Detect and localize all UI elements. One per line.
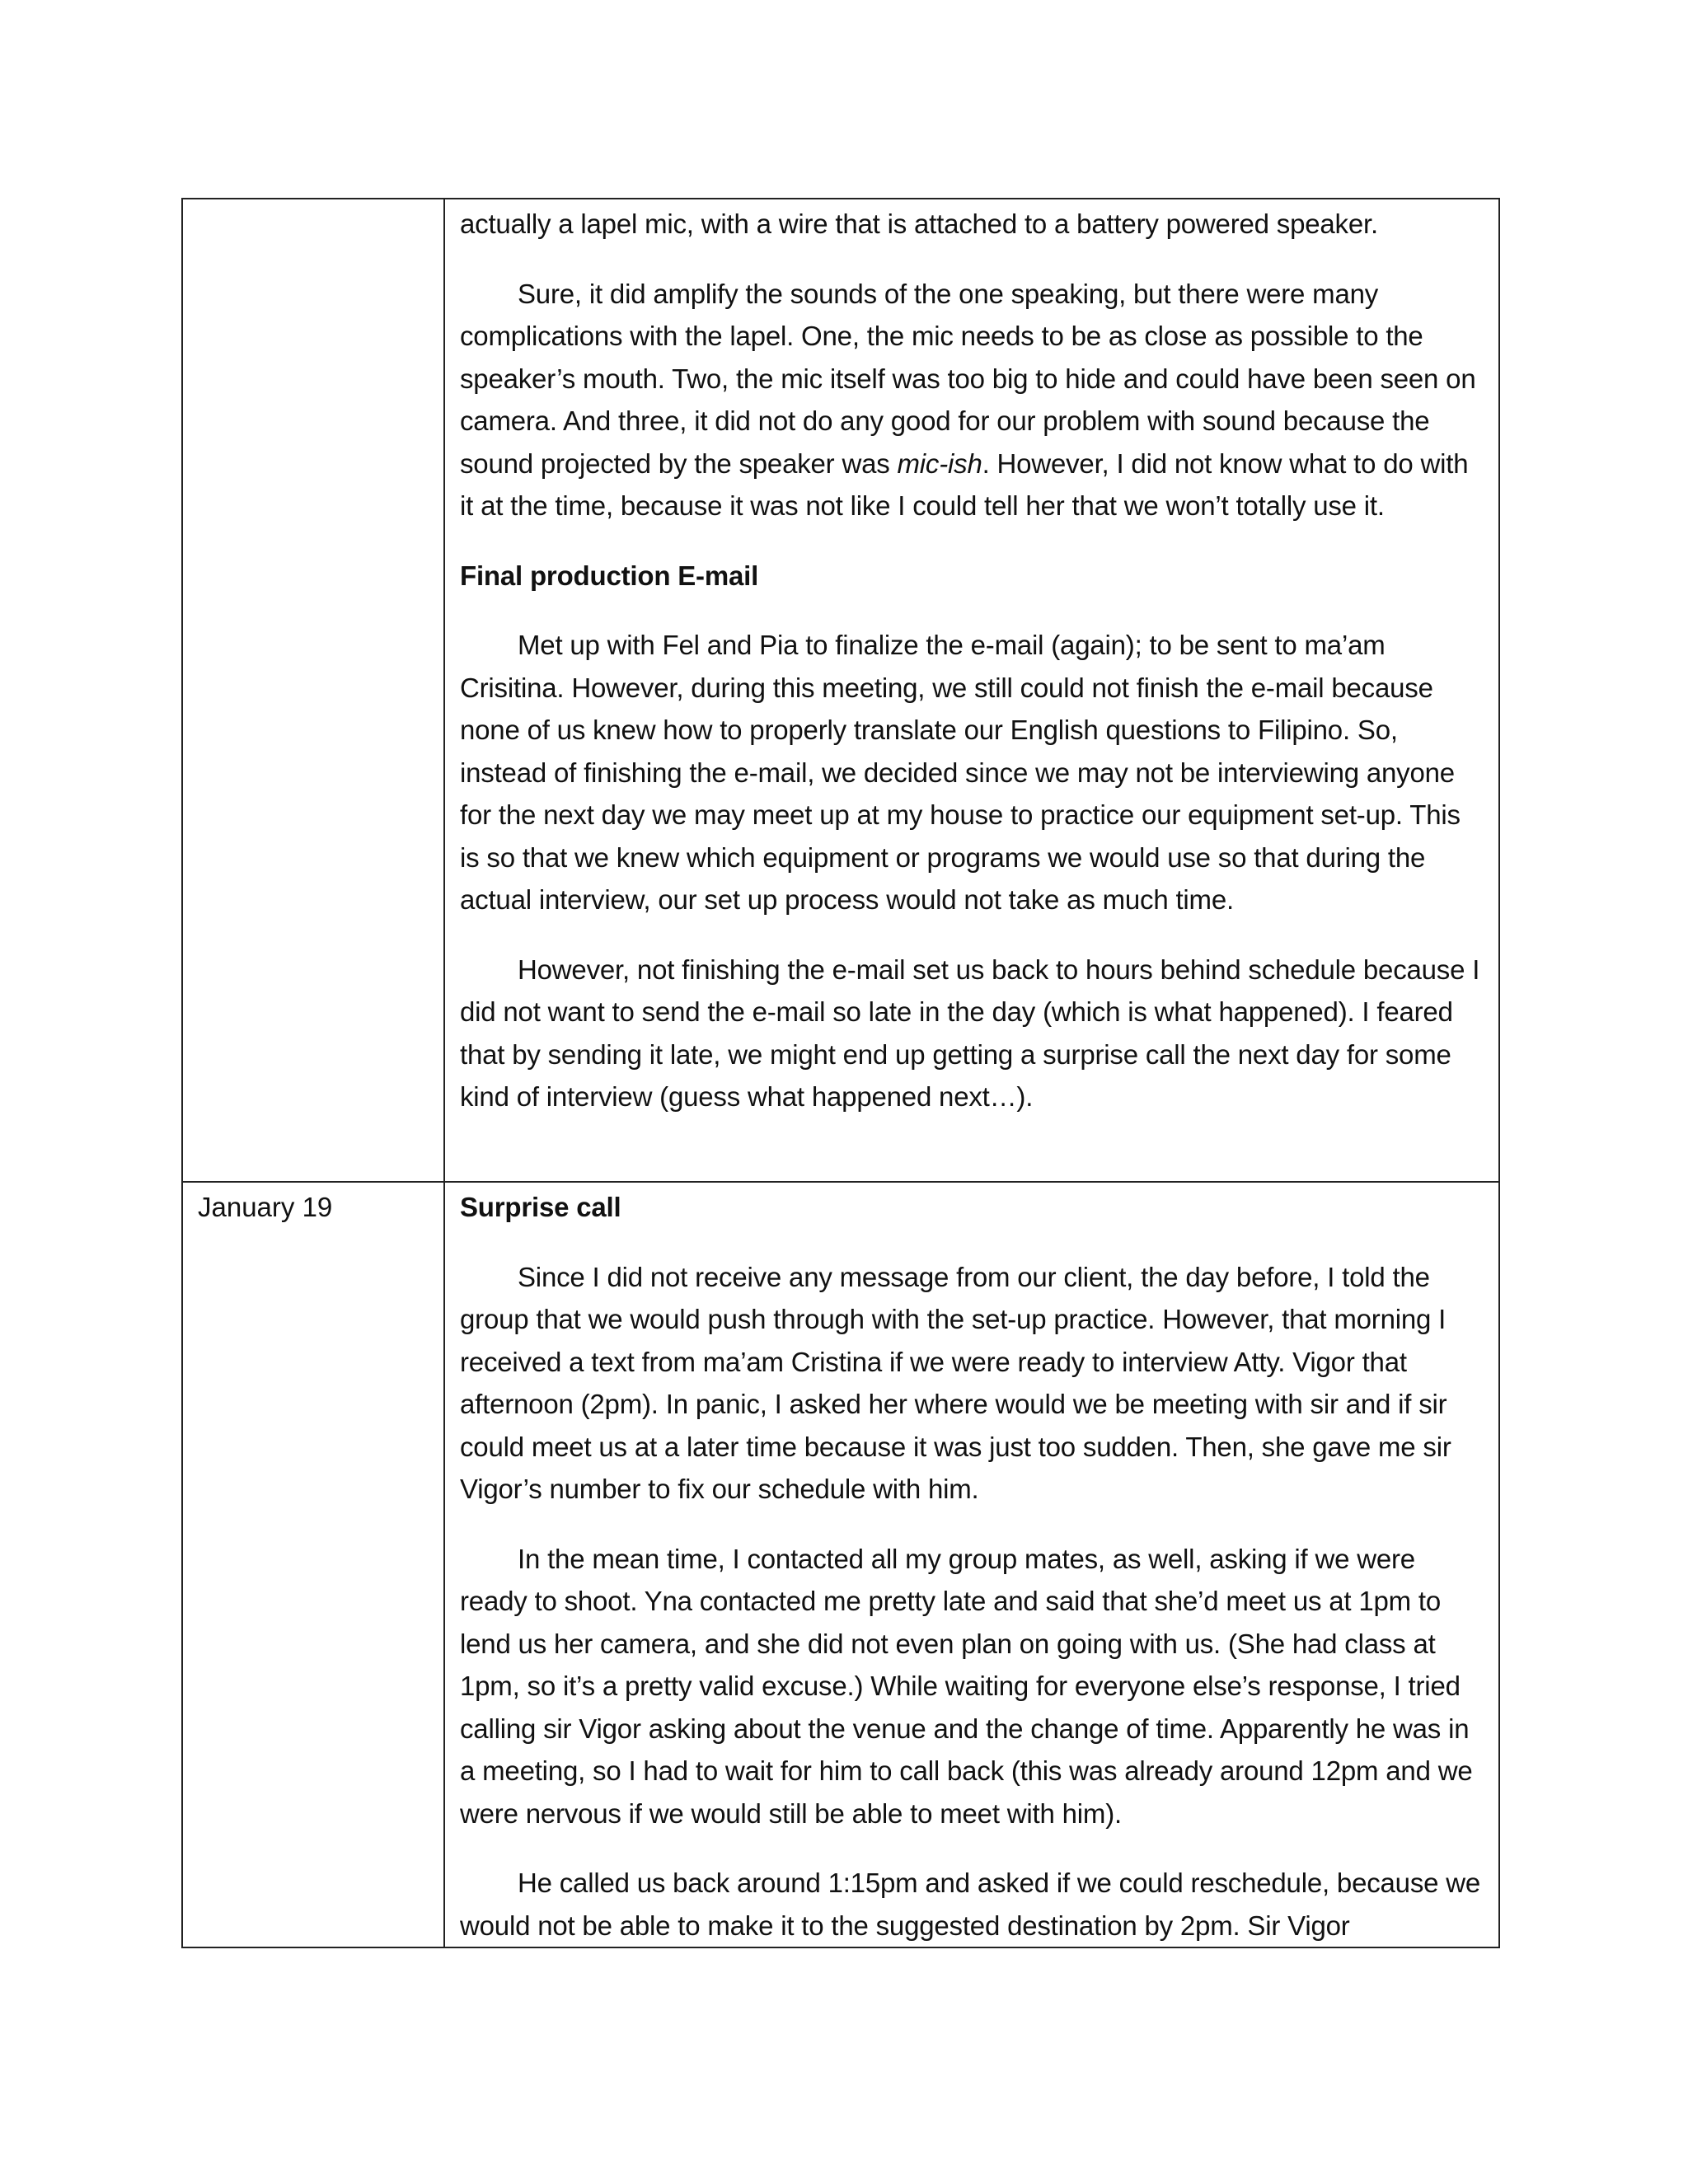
- paragraph-text: Sure, it did amplify the sounds of the one speaking, but there were many complications with the lapel. One, the mic needs to be as close as possible to the speaker’s mouth. Two, the mic itself was too big to hide and could have been seen on camera. And three, it did not do any good for our problem with sound because the sound projected by the speaker was: [460, 278, 1476, 479]
- italic-term: mic-ish: [897, 448, 982, 479]
- paragraph: actually a lapel mic, with a wire that is attached to a battery powered speaker.: [460, 209, 1378, 239]
- table-row: [182, 199, 1499, 1182]
- paragraph: Since I did not receive any message from our client, the day before, I told the group that we would push through with the set-up practice. However, that morning I received a text from ma’am Cristina if we were ready to interview Atty. Vigor that afternoon (2pm). In panic, I asked her where would we be meeting with sir and if sir could meet us at a later time because it was just too sudden. Then, she gave me sir Vigor’s number to fix our schedule with him.: [460, 1261, 1451, 1504]
- paragraph: [460, 273, 1484, 527]
- paragraph: He called us back around 1:15pm and asked if we could reschedule, because we would not be able to make it to the suggested destination by 2pm. Sir Vigor: [460, 1868, 1481, 1941]
- section-heading: Final production E-mail: [460, 560, 759, 591]
- date-cell: January 19: [182, 1182, 444, 1947]
- date-cell: [182, 199, 444, 1182]
- journal-table: [181, 198, 1500, 1948]
- table-row: [182, 1182, 1499, 1947]
- paragraph: However, not finishing the e-mail set us back to hours behind schedule because I did not want to send the e-mail so late in the day (which is what happened). I feared that by sending it late, we might end up getting a surprise call the next day for some kind of interview (guess what happened next…).: [460, 954, 1480, 1112]
- paragraph: In the mean time, I contacted all my group mates, as well, asking if we were ready to shoot. Yna contacted me pretty late and said that she’d meet us at 1pm to lend us her camera, and she did not even plan on going with us. (She had class at 1pm, so it’s a pretty valid excuse.) While waiting for everyone else’s response, I tried calling sir Vigor asking about the venue and the change of time. Apparently he was in a meeting, so I had to wait for him to call back (this was already around 12pm and we were nervous if we would still be able to meet with him).: [460, 1543, 1473, 1829]
- entry-cell: [444, 1182, 1499, 1947]
- section-heading: Surprise call: [460, 1192, 621, 1222]
- paragraph-text: . However, I did not know what to do with it at the time, because it was not like I could tell her that we won’t totally use it.: [460, 448, 1469, 521]
- entry-cell: [444, 199, 1499, 1182]
- paragraph: Met up with Fel and Pia to finalize the e-mail (again); to be sent to ma’am Crisitina. However, during this meeting, we still could not finish the e-mail because none of us knew how to properly translate our English questions to Filipino. So, instead of finishing the e-mail, we decided since we may not be interviewing anyone for the next day we may meet up at my house to practice our equipment set-up. This is so that we knew which equipment or programs we would use so that during the actual interview, our set up process would not take as much time.: [460, 630, 1461, 915]
